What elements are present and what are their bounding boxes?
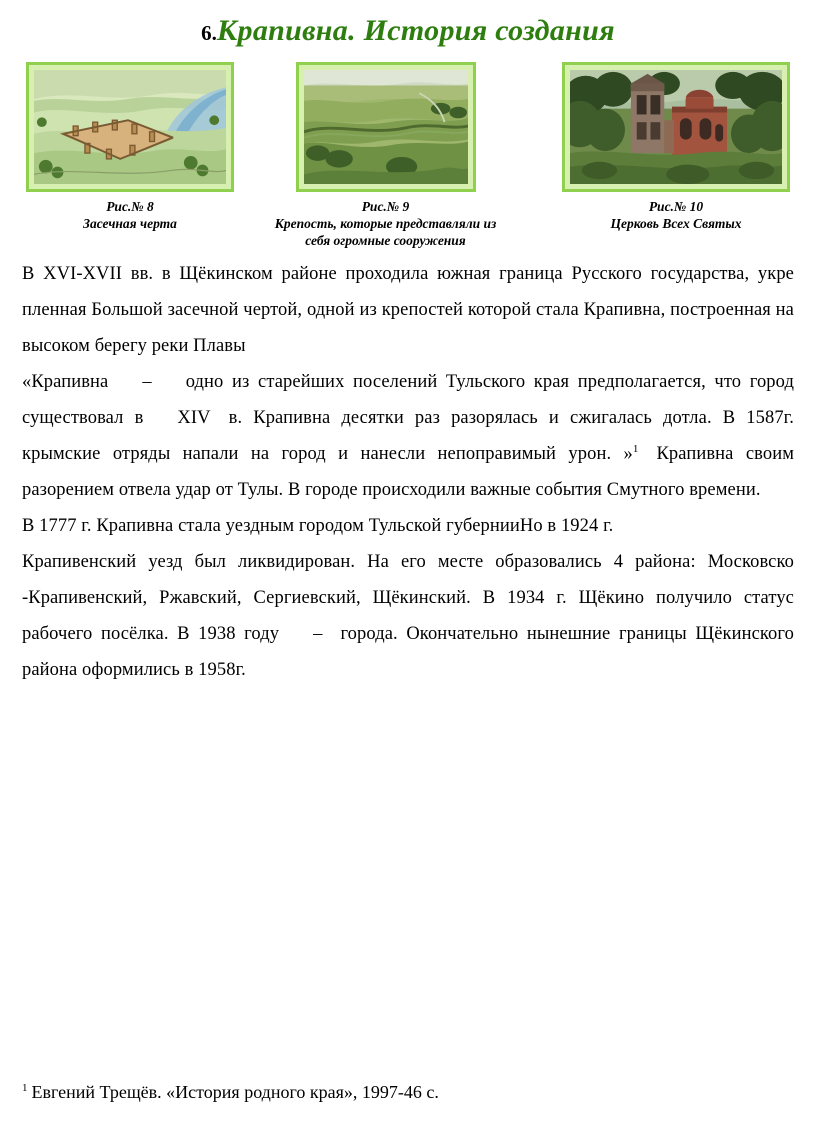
fortress-aerial-illustration-image xyxy=(34,70,226,184)
figure-2 xyxy=(274,62,501,250)
paragraph-2-dash: – xyxy=(142,371,152,392)
footnote-mark: 1 xyxy=(22,1081,28,1094)
figure-3 xyxy=(562,62,790,233)
figure-2-text: Крепость, которые представляли из себя огромные сооружения xyxy=(274,215,497,248)
footnote xyxy=(22,1080,794,1105)
figure-3-text: Церковь Всех Святых xyxy=(610,215,742,231)
figure-2-frame xyxy=(296,62,476,192)
paragraph-1: В XVI-XVII вв. в Щёкинском районе проходила южная граница Русского государства, укре пленная Большой засечной чертой, одной из крепостей которой стала Крапивна, построенная на высоком берегу реки Плавы xyxy=(22,263,794,356)
page-title xyxy=(22,14,794,48)
figure-1 xyxy=(26,62,234,233)
fields-rampart-photo-image xyxy=(304,70,468,184)
article-body xyxy=(22,256,794,689)
figure-3-caption xyxy=(562,199,790,233)
footnote-text: Евгений Трещёв. «История родного края», 1997-46 с. xyxy=(31,1081,439,1102)
paragraph-4-part-a: Крапивенский уезд был ликвидирован. На его месте образовались 4 района: Московско -Крапивенский, Ржавский, Сергиевский, Щёкинский. В 1934 г. Щёкино получило статус рабочего посёлка. В 1938 году xyxy=(22,552,794,645)
paragraph-2-century: XIV xyxy=(177,407,211,428)
title-number: 6. xyxy=(201,21,217,45)
paragraph-2-part-b: одно из старейших поселений Тульского края предполагается, что город существовал в xyxy=(22,371,794,428)
figure-1-label: Рис.№ 8 xyxy=(106,199,154,214)
paragraph-3: В 1777 г. Крапивна стала уездным городом Тульской губернииНо в 1924 г. xyxy=(22,516,614,537)
paragraph-4 xyxy=(22,544,794,688)
paragraph-4-dash: – xyxy=(313,624,323,645)
footnote-ref: 1 xyxy=(632,442,639,455)
figure-1-text: Засечная черта xyxy=(83,215,177,231)
figure-2-caption xyxy=(271,199,501,250)
ruined-church-photo-image xyxy=(570,70,782,184)
paragraph-2 xyxy=(22,364,794,508)
paragraph-4-part-b: города. Окончательно нынешние границы Щёкинского района оформились в 1958г. xyxy=(22,624,794,681)
title-text: Крапивна. История создания xyxy=(216,14,615,47)
figure-3-frame xyxy=(562,62,790,192)
paragraph-2-part-e: Крапивна своим разорением отвела удар от Тулы. В городе происходили важные события Смутного времени. xyxy=(22,443,795,500)
paragraph-2-part-a: «Крапивна xyxy=(22,371,109,392)
figure-2-label: Рис.№ 9 xyxy=(361,199,410,214)
figure-3-label: Рис.№ 10 xyxy=(648,199,704,214)
figure-1-frame xyxy=(26,62,234,192)
figure-1-caption xyxy=(26,199,234,233)
figure-row xyxy=(22,62,794,250)
paragraph-2-part-d: в. Крапивна десятки раз разорялась и сжигалась дотла. В 1587г. крымские отряды напали на город и нанесли непоправимый урон. » xyxy=(22,407,795,464)
document-page xyxy=(0,14,816,1127)
